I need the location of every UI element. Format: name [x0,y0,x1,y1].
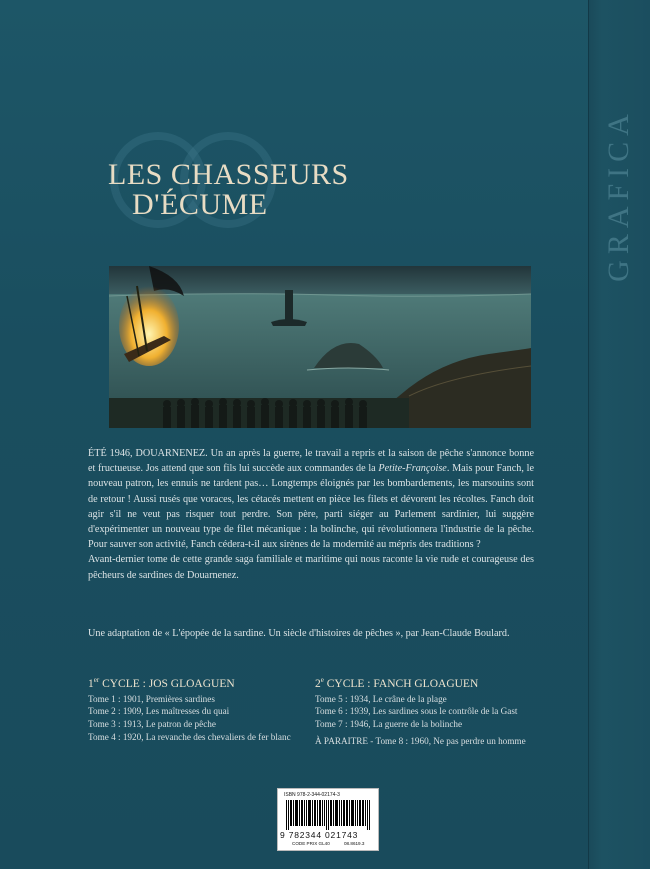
series-title [108,158,349,238]
price-code: CODE PRIX GL40 [292,841,330,846]
tome-item: Tome 3 : 1913, Le patron de pêche [88,719,216,730]
tome-item: Tome 6 : 1939, Les sardines sous le contrôle de la Gast [315,706,518,717]
barcode-digits: 9 782344 021743 [280,830,359,840]
barcode-bars [286,800,372,830]
title-line-2: D'ÉCUME [132,188,268,221]
isbn-label: ISBN 978-2-344-02174-3 [284,792,340,798]
title-line-1: LES CHASSEURS [108,158,349,191]
cycle-1-number: 1 [88,677,94,690]
cycle-2-title: CYCLE : FANCH GLOAGUEN [323,677,479,690]
synopsis-paragraph-1 [88,446,534,552]
upcoming-tome: À PARAITRE - Tome 8 : 1960, Ne pas perdre un homme [315,736,526,746]
tome-item: Tome 1 : 1901, Premières sardines [88,693,215,704]
synopsis-paragraph-2: Avant-dernier tome de cette grande saga familiale et maritime qui nous raconte la vie rude et courageuse des pêcheurs de sardines de Douarnenez. [88,554,534,581]
cycle-1-suffix: er [93,676,100,684]
cover-illustration [109,266,531,428]
publisher-name: GRAFICA [602,108,636,282]
tome-item: Tome 2 : 1909, Les maîtresses du quai [88,706,230,717]
boat-name: Petite-Françoise [378,463,447,475]
isbn-barcode [277,788,379,851]
cycle-1-title: CYCLE : JOS GLOAGUEN [99,677,235,690]
synopsis [88,446,534,583]
cycle-2-number: 2 [315,677,321,690]
tome-item: Tome 5 : 1934, Le crâne de la plage [315,693,447,704]
cycle-2-list [315,676,555,731]
tome-item: Tome 7 : 1946, La guerre de la bolinche [315,719,463,730]
adaptation-credit: Une adaptation de « L'épopée de la sardine. Un siècle d'histoires de pêches », par Jean-Claude Boulard. [88,628,510,639]
tome-item: Tome 4 : 1920, La revanche des chevaliers de fer blanc [88,731,291,742]
cycle-2-suffix: e [320,676,324,684]
synopsis-part-a: ÉTÉ 1946, DOUARNENEZ. Un an après la guerre, le travail a repris et la saison de pêche s'annonce bonne et fructueuse. Jos attend que son fils lui succède aux commandes de la [88,448,534,475]
synopsis-part-b: . Mais pour Fanch, le nouveau patron, les ennuis ne tardent pas… Longtemps éloignés par les bombardements, les marsouins sont de retour ! Aussi rusés que voraces, les cétacés mettent en pièce les filets et dévorent les récoltes. Fanch doit agir s'il ne veut pas risquer tout perdre. Son père, parti siéger au Parlement sardinier, lui suggère d'expérimenter un nouveau type de filet mécanique : la bolinche, qui révolutionnera l'industrie de la pêche. Pour sauver son activité, Fanch cédera-t-il aux sirènes de la modernité au mépris des traditions ? [88,463,534,551]
price-code-number: 08.8619.3 [344,841,365,846]
spine-publisher [588,80,650,310]
cycle-1-heading [88,676,318,690]
cycle-2-heading [315,676,555,690]
cycle-1-list [88,676,318,743]
